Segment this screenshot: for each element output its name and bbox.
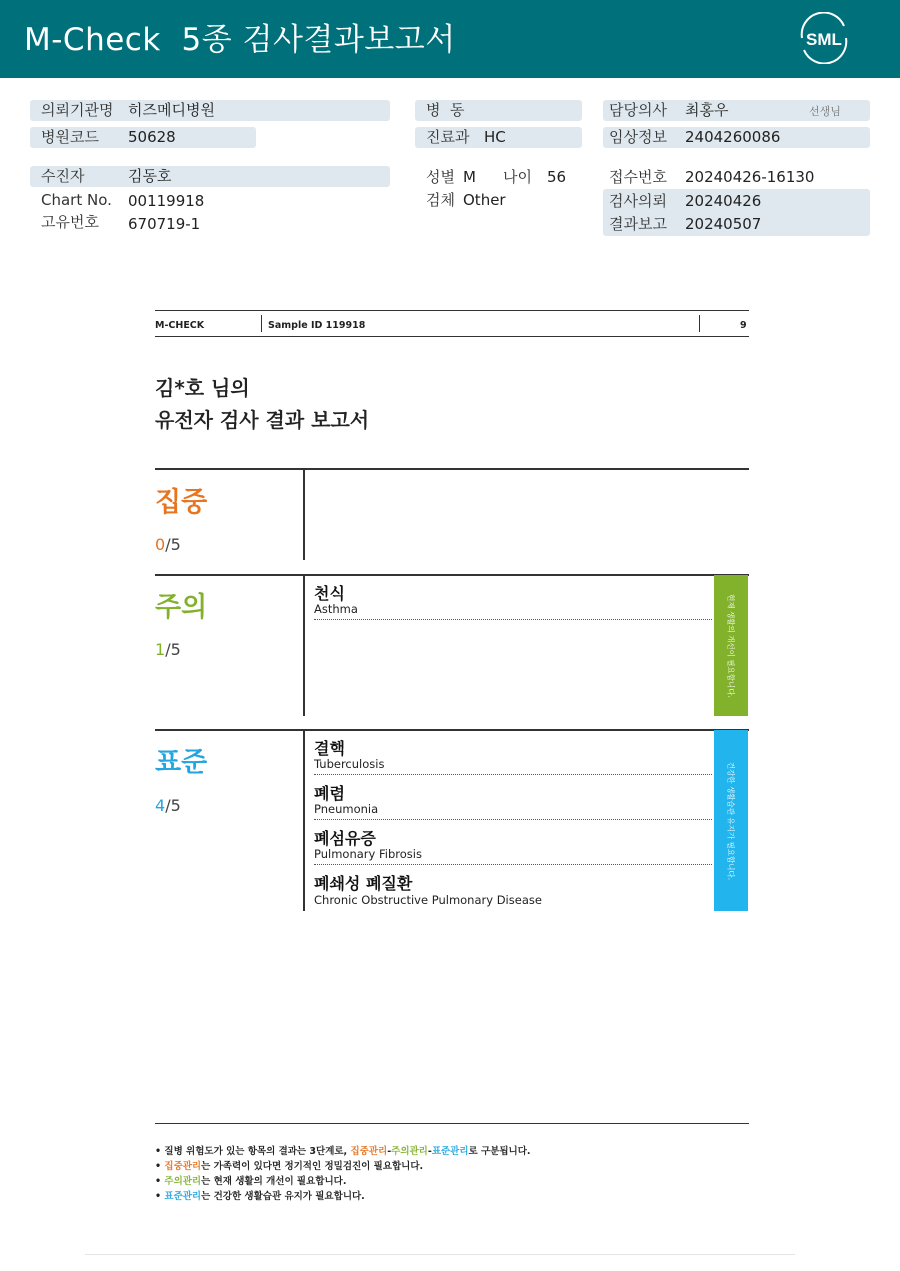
receipt-label: 접수번호	[609, 168, 667, 186]
doctor-suffix: 선생님	[809, 105, 841, 118]
specimen-value: Other	[463, 191, 506, 209]
disease-name-ko: 폐렴	[314, 784, 345, 803]
hospital-code-label: 병원코드	[41, 128, 99, 146]
category-focus-title: 집중	[155, 487, 208, 518]
report-date-label: 결과보고	[609, 215, 667, 233]
footer-rule	[85, 1254, 795, 1255]
sample-id: Sample ID 119918	[268, 320, 366, 331]
disease-name-ko: 결핵	[314, 739, 345, 758]
category-standard-score: 4/5	[155, 796, 181, 815]
disease-name-en: Pulmonary Fibrosis	[314, 847, 422, 861]
chart-no-label: Chart No.	[41, 191, 112, 209]
category-caution-score: 1/5	[155, 640, 181, 659]
sml-logo-icon	[796, 12, 852, 64]
request-label: 검사의뢰	[609, 192, 667, 210]
caution-sidebar: 현재 생활의 개선이 필요합니다.	[714, 575, 748, 716]
note-2: • 집중관리는 가족력이 있다면 정기적인 정밀검진이 필요합니다.	[155, 1161, 424, 1172]
page-header-rule	[155, 336, 749, 337]
patient-label: 수진자	[41, 167, 85, 185]
report-date-value: 20240507	[685, 215, 762, 233]
unique-no-value: 670719-1	[128, 215, 201, 233]
clinical-value: 2404260086	[685, 128, 781, 146]
svg-text:SML: SML	[806, 30, 842, 49]
patient-value: 김동호	[128, 167, 172, 185]
greeting-line2: 유전자 검사 결과 보고서	[155, 408, 370, 432]
clinical-label: 임상정보	[609, 128, 667, 146]
request-value: 20240426	[685, 192, 762, 210]
category-standard-title: 표준	[155, 747, 208, 778]
specimen-label: 검체	[426, 191, 455, 209]
age-label: 나이	[503, 168, 532, 186]
doctor-label: 담당의사	[609, 101, 667, 119]
page-number: 9	[740, 320, 747, 331]
disease-name-en: Tuberculosis	[314, 757, 385, 771]
report-title: M-Check 5종 검사결과보고서	[24, 22, 456, 58]
unique-no-label: 고유번호	[41, 213, 99, 231]
report-header	[0, 0, 900, 78]
doctor-value: 최홍우	[685, 101, 729, 119]
disease-name-ko: 폐섬유증	[314, 829, 376, 848]
dept-label: 진료과	[426, 128, 470, 146]
disease-name-en: Pneumonia	[314, 802, 379, 816]
brand-label: M-CHECK	[155, 320, 205, 331]
disease-name-ko: 천식	[314, 584, 345, 603]
sex-value: M	[463, 168, 476, 186]
disease-name-ko: 폐쇄성 폐질환	[314, 874, 413, 893]
note-1: • 질병 위험도가 있는 항목의 결과는 3단계로, 집중관리-주의관리-표준관리로 구분됩니다.	[155, 1146, 531, 1157]
receipt-value: 20240426-16130	[685, 168, 815, 186]
note-3: • 주의관리는 현재 생활의 개선이 필요합니다.	[155, 1176, 347, 1187]
ward-label: 병 동	[426, 101, 465, 119]
hospital-code-value: 50628	[128, 128, 176, 146]
category-focus-score: 0/5	[155, 535, 181, 554]
category-caution-title: 주의	[155, 592, 208, 623]
chart-no-value: 00119918	[128, 192, 205, 210]
disease-name-en: Asthma	[314, 602, 358, 616]
greeting-line1: 김*호 님의	[155, 376, 250, 400]
sex-label: 성별	[426, 168, 455, 186]
page-top-rule	[155, 310, 749, 311]
disease-name-en: Chronic Obstructive Pulmonary Disease	[314, 893, 542, 907]
dept-value: HC	[484, 128, 506, 146]
standard-sidebar: 건강한 생활습관 유지가 필요합니다.	[714, 730, 748, 911]
note-4: • 표준관리는 건강한 생활습관 유지가 필요합니다.	[155, 1191, 365, 1202]
age-value: 56	[547, 168, 567, 186]
institution-label: 의뢰기관명	[41, 101, 114, 119]
institution-value: 히즈메디병원	[128, 101, 215, 119]
